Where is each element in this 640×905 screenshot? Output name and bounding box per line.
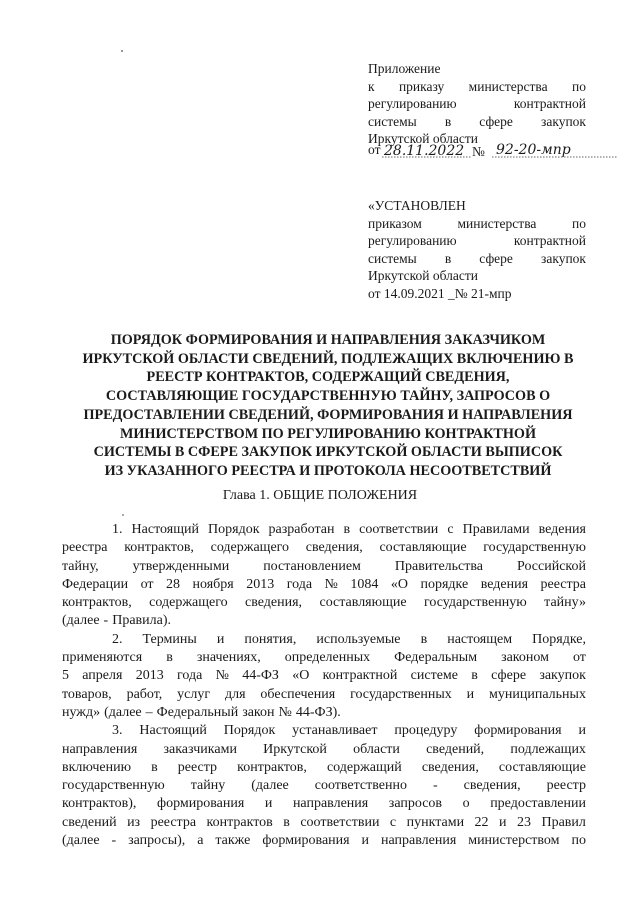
paragraph-line: тайну, утвержденными постановлением Правительства Российской <box>62 558 586 574</box>
established-word: «УСТАНОВЛЕН <box>368 198 466 213</box>
scan-speck <box>122 514 124 516</box>
appendix-date-number-line <box>368 138 618 166</box>
appendix-word: в <box>444 113 452 129</box>
title-line: СИСТЕМЫ В СФЕРЕ ЗАКУПОК ИРКУТСКОЙ ОБЛАСТИ ВЫПИСОК <box>93 444 563 461</box>
paragraph-line: контрактов, содержащего сведения, составляющие государственную тайну» <box>62 595 586 611</box>
paragraph-line: 3. Настоящий Порядок устанавливает процедуру формирования и <box>112 723 586 739</box>
established-line <box>368 197 586 215</box>
paragraph-line: направления заказчиками Иркутской области сведений, подлежащих <box>62 741 586 757</box>
appendix-line <box>368 113 586 131</box>
title-line: СОСТАВЛЯЮЩИЕ ГОСУДАРСТВЕННУЮ ТАЙНУ, ЗАПРОСОВ О <box>105 388 551 405</box>
paragraph-line: включению в реестр контрактов, содержащий сведения, составляющие <box>62 759 586 775</box>
paragraph-line: (далее - Правила). <box>62 613 172 629</box>
established-word: приказом <box>368 215 422 231</box>
appendix-word: сфере <box>479 113 513 129</box>
document-body <box>62 521 586 850</box>
number-sign: № <box>472 144 485 159</box>
chapter-heading: Глава 1. ОБЩИЕ ПОЛОЖЕНИЯ <box>222 488 418 503</box>
established-word: в <box>444 250 452 266</box>
established-line <box>368 285 586 303</box>
paragraph-line: государственную тайну (далее соответственно - сведения, реестр <box>62 778 586 794</box>
paragraph-line: 2. Термины и понятия, используемые в настоящем Порядке, <box>112 631 586 647</box>
paragraph-line: применяются в значениях, определенных Федеральным законом от <box>62 650 586 666</box>
paragraph-line: (далее - запросы), а также формирования и направления министерством по <box>62 833 586 849</box>
appendix-word: системы <box>368 113 417 129</box>
established-word: закупок <box>541 250 586 266</box>
title-line: ПРЕДОСТАВЛЕНИИ СВЕДЕНИЙ, ФОРМИРОВАНИЯ И НАПРАВЛЕНИЯ <box>83 406 573 423</box>
established-word: от 14.09.2021 _№ 21-мпр <box>368 285 512 301</box>
established-word: системы <box>368 250 417 266</box>
appendix-word: регулированию <box>368 96 457 111</box>
title-line: ИРКУТСКОЙ ОБЛАСТИ СВЕДЕНИЙ, ПОДЛЕЖАЩИХ ВКЛЮЧЕНИЮ В <box>82 350 574 367</box>
established-line <box>368 232 586 250</box>
document-title <box>62 331 594 481</box>
appendix-word: контрактной <box>513 96 586 111</box>
appendix-header <box>368 60 586 148</box>
title-line: ИЗ УКАЗАННОГО РЕЕСТРА И ПРОТОКОЛА НЕСООТВЕТСТВИЙ <box>104 462 552 479</box>
established-word: по <box>572 215 586 231</box>
established-word: контрактной <box>513 233 586 248</box>
established-word: Иркутской области <box>368 268 479 283</box>
appendix-word: Приложение <box>368 61 441 76</box>
paragraph-line: 5 апреля 2013 года № 44-ФЗ «О контрактной системе в сфере закупок <box>62 668 586 684</box>
appendix-word: Иркутской области <box>368 131 479 146</box>
appendix-line <box>368 95 586 113</box>
title-line: МИНИСТЕРСТВОМ ПО РЕГУЛИРОВАНИЮ КОНТРАКТНОЙ <box>119 425 537 442</box>
appendix-word: министерства <box>468 78 548 94</box>
paragraph-line: сведений из реестра контрактов в соответствии с пунктами 22 и 23 Правил <box>62 814 586 830</box>
paragraph-line: нужд» (далее – Федеральный закон № 44-ФЗ). <box>62 704 341 720</box>
paragraph-line: 1. Настоящий Порядок разработан в соответствии с Правилами ведения <box>112 522 586 537</box>
established-line <box>368 267 586 285</box>
paragraph-line: товаров, работ, услуг для обеспечения государственных и муниципальных <box>62 686 586 702</box>
paragraph-line: контрактов), формирования и направления запросов о предоставлении <box>62 796 586 812</box>
established-word: министерства <box>457 215 537 231</box>
established-word: регулированию <box>368 233 457 248</box>
established-word: сфере <box>479 250 513 266</box>
paragraph-line: Федерации от 28 ноября 2013 года № 1084 «О порядке ведения реестра <box>62 576 586 592</box>
established-line <box>368 250 586 268</box>
appendix-word: по <box>571 78 586 94</box>
title-line: ПОРЯДОК ФОРМИРОВАНИЯ И НАПРАВЛЕНИЯ ЗАКАЗЧИКОМ <box>110 332 546 348</box>
appendix-word: к <box>368 78 375 94</box>
handwritten-number: 92-20-мпр <box>496 142 571 158</box>
appendix-line <box>368 60 586 78</box>
established-line <box>368 215 586 233</box>
appendix-line <box>368 78 586 96</box>
handwritten-date-number <box>368 138 618 166</box>
paragraph-line: реестра контрактов, содержащего сведения, составляющие государственную <box>62 540 586 556</box>
scan-speck <box>121 50 123 52</box>
established-block <box>368 197 586 302</box>
appendix-word: закупок <box>541 113 586 129</box>
date-prefix: от <box>368 142 381 157</box>
title-line: РЕЕСТР КОНТРАКТОВ, СОДЕРЖАЩИЙ СВЕДЕНИЯ, <box>146 369 510 386</box>
handwritten-date: 28.11.2022 <box>384 143 465 159</box>
appendix-word: приказу <box>398 78 445 94</box>
